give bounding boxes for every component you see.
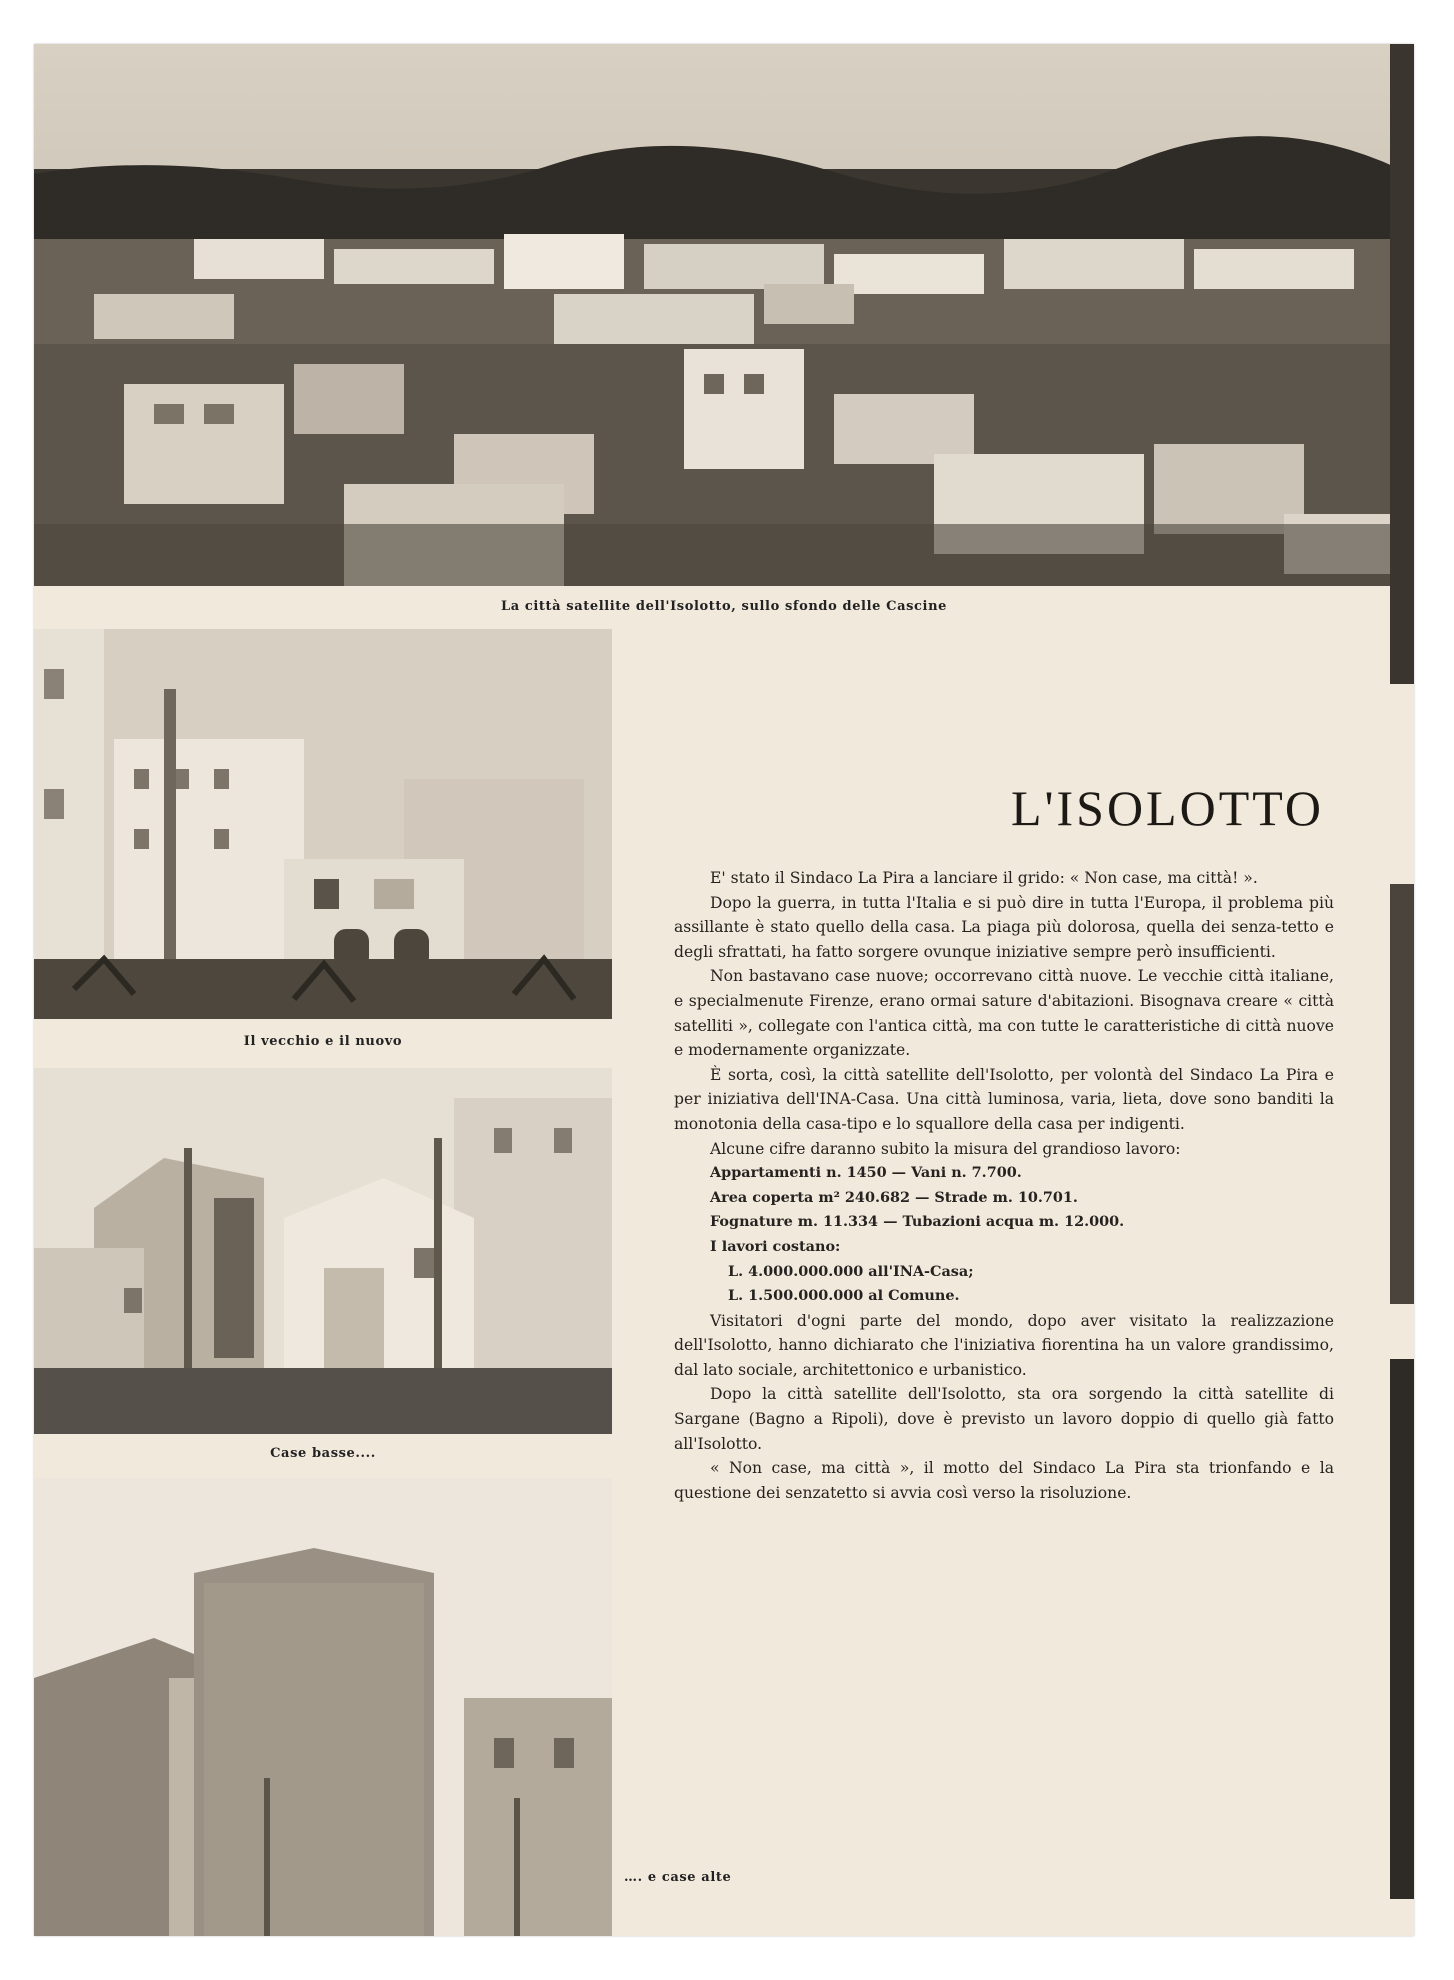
- magazine-page: [34, 44, 1414, 1936]
- cost-line: L. 1.500.000.000 al Comune.: [728, 1287, 960, 1305]
- article-paragraph: Alcune cifre daranno subito la misura del grandioso lavoro:: [710, 1139, 1181, 1158]
- article-paragraph: È sorta, così, la città satellite dell'Isolotto, per volontà del Sindaco La Pira e per iniziativa dell'INA-Casa. Una città luminosa, varia, lieta, dove sono banditi la monotonia della casa-tipo e lo squallore della casa per indigenti.: [674, 1065, 1334, 1133]
- low-houses-caption: Case basse....: [270, 1446, 376, 1461]
- panorama-caption: La città satellite dell'Isolotto, sullo sfondo delle Cascine: [500, 599, 948, 614]
- article-body: [674, 866, 1334, 1505]
- figure-line: I lavori costano:: [710, 1237, 841, 1255]
- article-paragraph: Dopo la guerra, in tutta l'Italia e si può dire in tutta l'Europa, il problema più assillante è stato quello della casa. La piaga più dolorosa, quella dei senza-tetto e degli sfrattati, ha fatto sorgere ovunque iniziative sempre però insufficienti.: [674, 893, 1334, 961]
- article-paragraph: Visitatori d'ogni parte del mondo, dopo aver visitato la realizzazione dell'Isolotto, hanno dichiarato che l'iniziativa fiorentina ha un valore grandissimo, dal lato sociale, architettonico e urbanistico.: [674, 1311, 1334, 1379]
- next-page-edge-bottom: [1390, 1359, 1414, 1899]
- tall-houses-caption: …. e case alte: [624, 1870, 732, 1885]
- old-and-new-photo: [34, 629, 612, 1019]
- old-and-new-caption: Il vecchio e il nuovo: [243, 1034, 403, 1049]
- cost-line: L. 4.000.000.000 all'INA-Casa;: [728, 1262, 974, 1280]
- figure-line: Fognature m. 11.334 — Tubazioni acqua m. 12.000.: [710, 1213, 1125, 1231]
- article-paragraph: « Non case, ma città », il motto del Sindaco La Pira sta trionfando e la questione dei senzatetto si avvia così verso la risoluzione.: [674, 1459, 1334, 1502]
- article-paragraph: Dopo la città satellite dell'Isolotto, sta ora sorgendo la città satellite di Sargane (Bagno a Ripoli), dove è previsto un lavoro doppio di quello già fatto all'Isolotto.: [674, 1385, 1334, 1453]
- article-paragraph: Non bastavano case nuove; occorrevano città nuove. Le vecchie città italiane, e specialmenute Firenze, erano ormai sature d'abitazioni. Bisognava creare « città satelliti », collegate con l'antica città, ma con tutte le caratteristiche di città nuove e modernamente organizzate.: [674, 967, 1334, 1060]
- panorama-photo: [34, 44, 1414, 586]
- tall-houses-photo: [34, 1478, 612, 1936]
- figure-line: Appartamenti n. 1450 — Vani n. 7.700.: [710, 1164, 1022, 1182]
- article-paragraph: E' stato il Sindaco La Pira a lanciare il grido: « Non case, ma città! ».: [710, 869, 1258, 887]
- next-page-edge-middle: [1390, 884, 1414, 1304]
- next-page-edge-top: [1390, 44, 1414, 684]
- figure-line: Area coperta m² 240.682 — Strade m. 10.701.: [710, 1188, 1078, 1206]
- low-houses-photo: [34, 1068, 612, 1434]
- article-title: L'ISOLOTTO: [1010, 780, 1324, 836]
